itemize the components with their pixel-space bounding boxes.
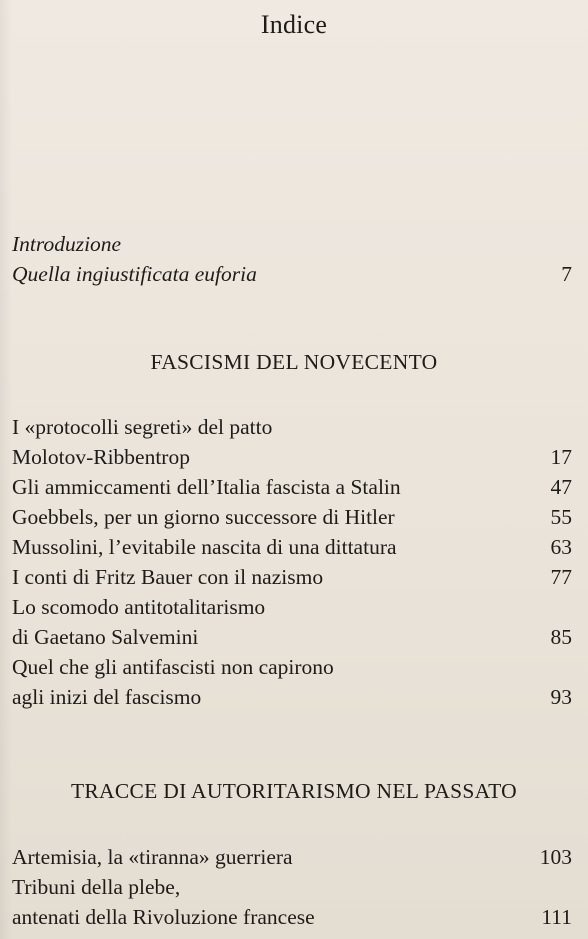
toc-entry-text: Mussolini, l’evitabile nascita di una dittatura — [12, 535, 397, 559]
toc-page-number: 55 — [550, 505, 572, 529]
toc-page-number: 93 — [550, 685, 572, 709]
toc-page-number: 47 — [550, 475, 572, 499]
toc-page-number: 17 — [550, 445, 572, 469]
toc-line — [12, 412, 572, 442]
toc-entry-text: Lo scomodo antitotalitarismo — [12, 595, 266, 619]
introduction-label: Introduzione — [12, 232, 122, 256]
toc-line — [12, 842, 572, 872]
toc-entry-text: I «protocolli segreti» del patto — [12, 415, 273, 439]
toc-line — [12, 652, 572, 682]
toc-line — [12, 442, 572, 472]
toc-entry-text: Artemisia, la «tiranna» guerriera — [12, 845, 293, 869]
toc-line — [12, 592, 572, 622]
toc-entry-text: Goebbels, per un giorno successore di Hitler — [12, 505, 395, 529]
toc-page-number: 85 — [550, 625, 572, 649]
toc-page-number: 77 — [550, 565, 572, 589]
toc-entry-introduction — [12, 259, 572, 289]
toc-entry-text: Molotov-Ribbentrop — [12, 445, 190, 469]
toc-page-number: 7 — [561, 262, 572, 286]
toc-page-number: 63 — [550, 535, 572, 559]
toc-line — [12, 532, 572, 562]
toc-line — [12, 622, 572, 652]
toc-line — [12, 682, 572, 712]
toc-entry-text: agli inizi del fascismo — [12, 685, 202, 709]
section-heading-tracce: TRACCE DI AUTORITARISMO NEL PASSATO — [70, 779, 517, 803]
section-tracce-list — [12, 842, 572, 932]
section-heading-fascismi: FASCISMI DEL NOVECENTO — [150, 350, 438, 374]
toc-line — [12, 902, 572, 932]
toc-line — [12, 872, 572, 902]
toc-entry-text: Quel che gli antifascisti non capirono — [12, 655, 334, 679]
toc-entry-text: antenati della Rivoluzione francese — [12, 905, 315, 929]
page-title: Indice — [260, 10, 328, 39]
toc-entry-text: Tribuni della plebe, — [12, 875, 181, 899]
toc-line — [12, 472, 572, 502]
toc-line — [12, 562, 572, 592]
toc-line — [12, 502, 572, 532]
toc-entry-text: Quella ingiustificata euforia — [12, 262, 257, 286]
toc-entry-text: di Gaetano Salvemini — [12, 625, 199, 649]
toc-entry-text: I conti di Fritz Bauer con il nazismo — [12, 565, 324, 589]
toc-entry-text: Gli ammiccamenti dell’Italia fascista a Stalin — [12, 475, 401, 499]
toc-page-number: 103 — [539, 845, 572, 869]
toc-page-number: 111 — [541, 905, 572, 929]
section-fascismi-list — [12, 412, 572, 712]
introduction-block — [12, 229, 572, 289]
